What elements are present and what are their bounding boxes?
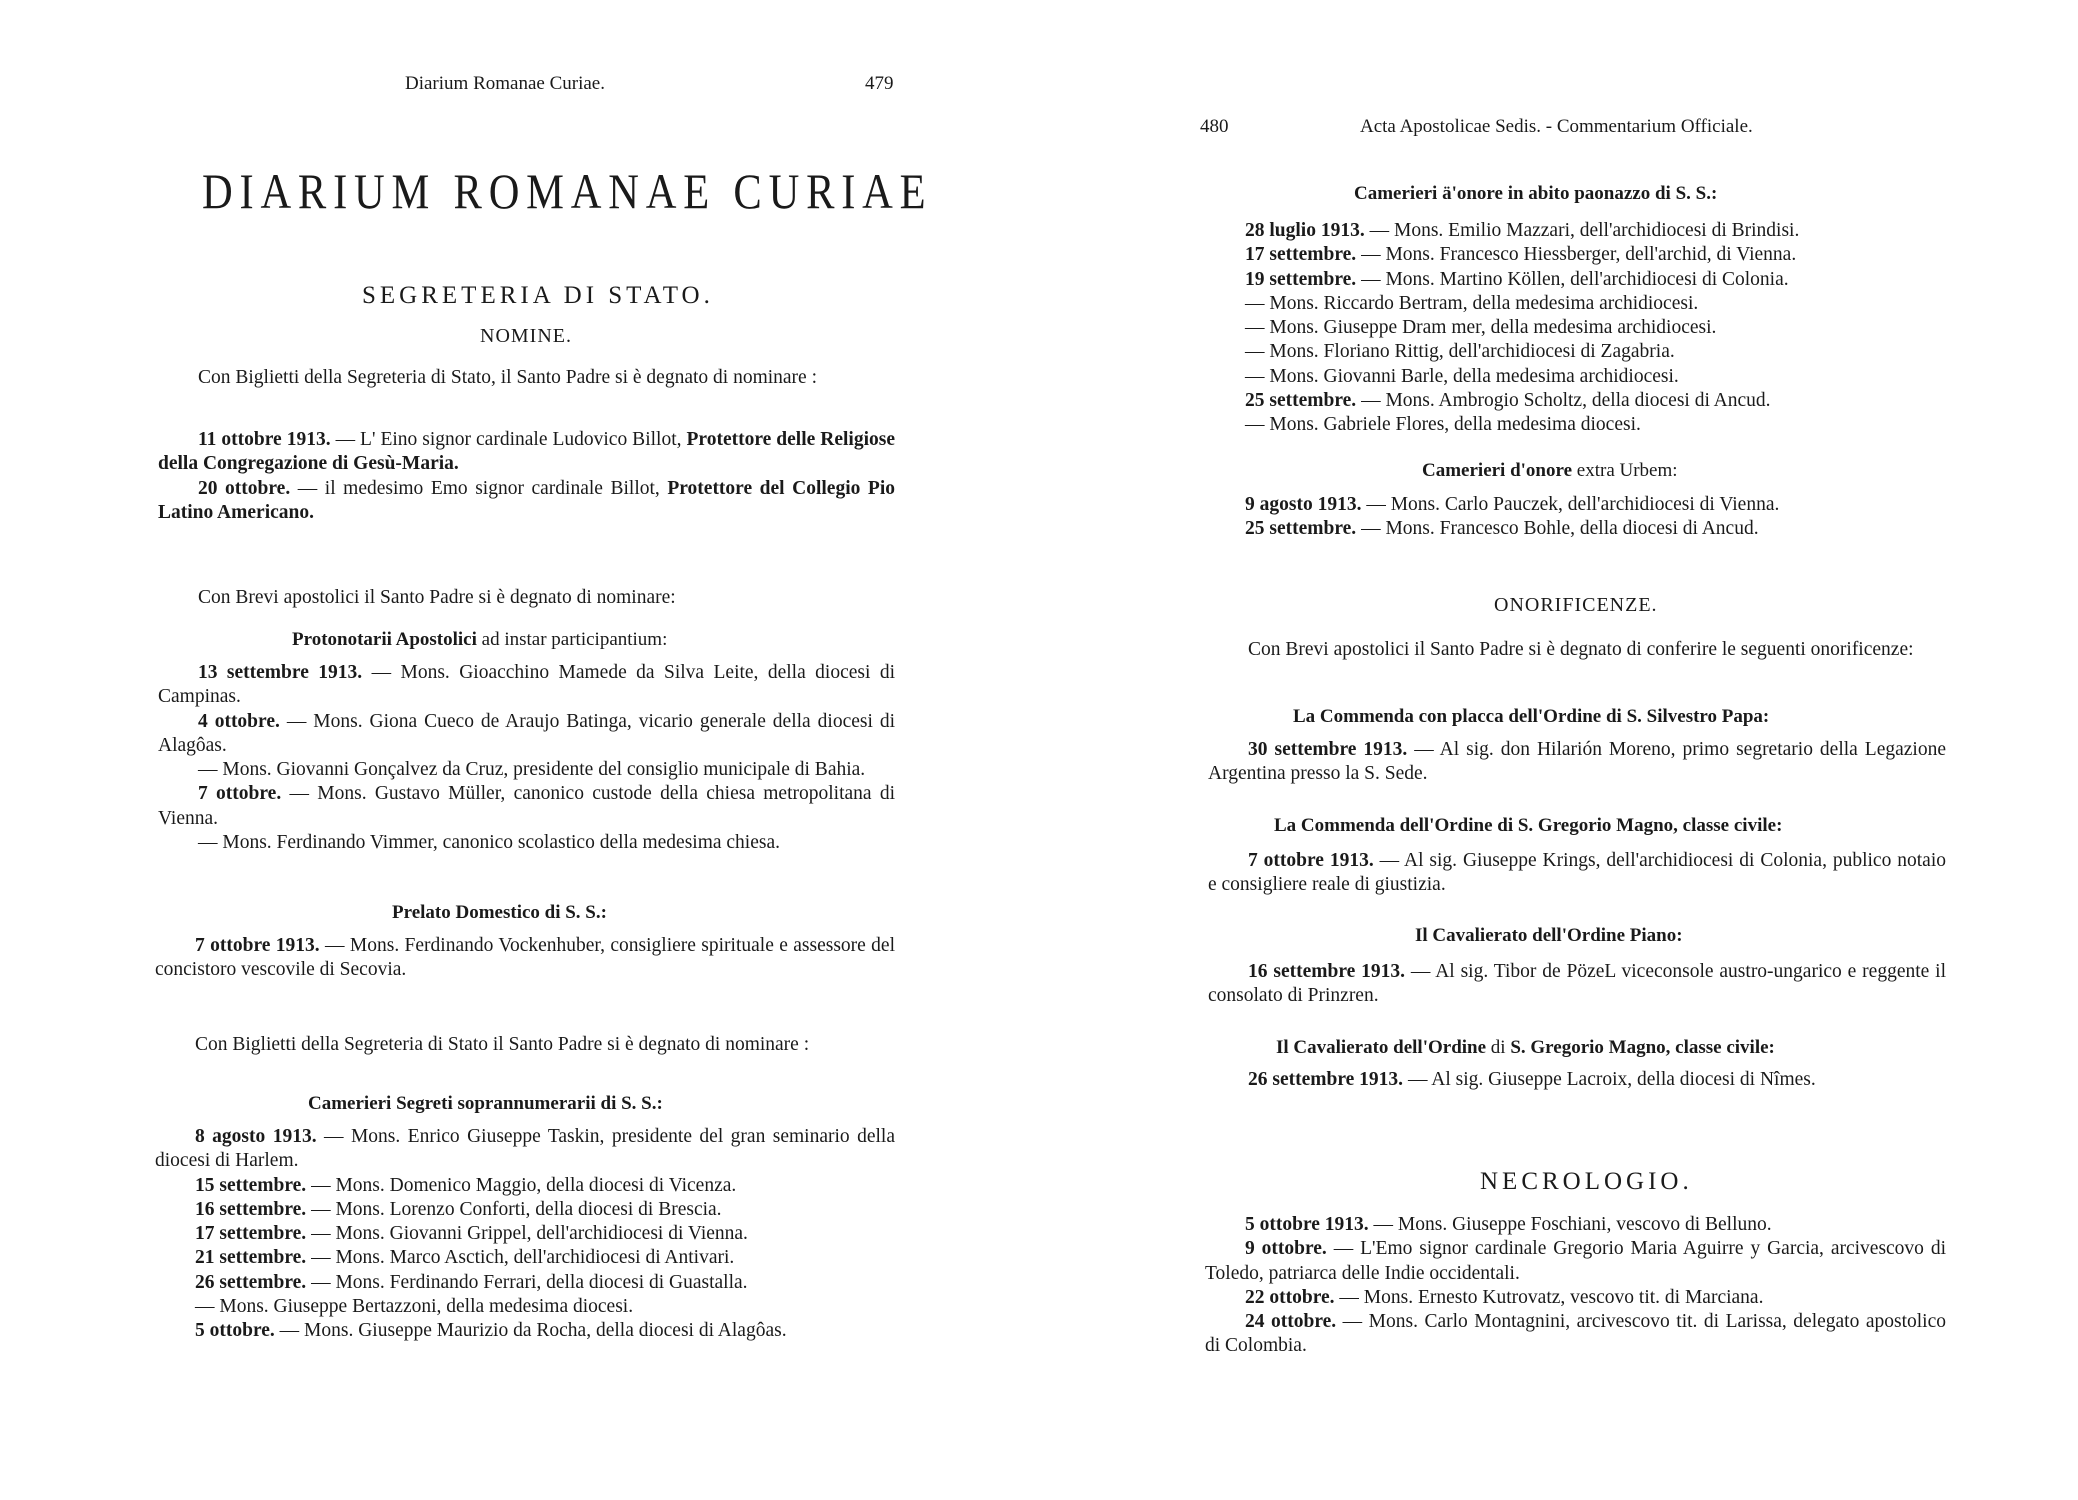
camerieri-segreti-list (155, 1125, 895, 1344)
camerieri-onore-list (1205, 219, 1946, 438)
list-item: 21 settembre. — Mons. Marco Asctich, dell'archidiocesi di Antivari. (195, 1247, 735, 1269)
list-item: 24 ottobre. — Mons. Carlo Montagnini, arcivescovo tit. di Larissa, delegato apostolico di Colombia. (1205, 1311, 1946, 1357)
protonotarii-list (158, 661, 895, 855)
page-number: 480 (1200, 116, 1229, 137)
honor-heading: La Commenda con placca dell'Ordine di S. Silvestro Papa: (1293, 706, 1770, 727)
section-title: ONORIFICENZE. (1494, 594, 1658, 616)
list-item: 26 settembre. — Mons. Ferdinando Ferrari, della diocesi di Guastalla. (195, 1271, 748, 1293)
intro-paragraph: Con Brevi apostolici il Santo Padre si è degnato di nominare: (198, 587, 676, 608)
main-title: DIARIUM ROMANAE CURIAE (202, 163, 933, 219)
list-item: 19 settembre. — Mons. Martino Köllen, dell'archidiocesi di Colonia. (1245, 268, 1789, 290)
category-heading: Camerieri Segreti soprannumerarii di S. S.: (308, 1093, 663, 1114)
honor-entry: 26 settembre 1913. — Al sig. Giuseppe Lacroix, della diocesi di Nîmes. (1248, 1069, 1816, 1090)
list-item: — Mons. Floriano Rittig, dell'archidiocesi di Zagabria. (1245, 341, 1675, 363)
honor-heading: Il Cavalierato dell'Ordine Piano: (1415, 925, 1683, 946)
intro-paragraph: Con Biglietti della Segreteria di Stato, il Santo Padre si è degnato di nominare : (198, 367, 818, 388)
camerieri-extra-list (1205, 493, 1946, 542)
honor-entry: 7 ottobre 1913. — Al sig. Giuseppe Krings, dell'archidiocesi di Colonia, publico notaio e consigliere reale di giustizia. (1208, 850, 1946, 896)
honor-heading: Il Cavalierato dell'Ordine di S. Gregorio Magno, classe civile: (1276, 1037, 1775, 1058)
list-item: 28 luglio 1913. — Mons. Emilio Mazzari, dell'archidiocesi di Brindisi. (1245, 220, 1800, 241)
list-item: — Mons. Giovanni Barle, della medesima archidiocesi. (1245, 365, 1679, 387)
prelato-list (155, 934, 895, 983)
list-item: — Mons. Ferdinando Vimmer, canonico scolastico della medesima chiesa. (198, 832, 781, 854)
category-heading: Camerieri d'onore extra Urbem: (1422, 460, 1678, 481)
running-title: Acta Apostolicae Sedis. - Commentarium Officiale. (1360, 116, 1753, 137)
necrologio-list (1205, 1213, 1946, 1359)
category-heading: Camerieri ä'onore in abito paonazzo di S. S.: (1354, 183, 1718, 204)
category-heading: Protonotarii Apostolici ad instar participantium: (292, 629, 668, 650)
section-title: NECROLOGIO. (1480, 1168, 1693, 1195)
page-number: 479 (865, 73, 894, 94)
section-title: SEGRETERIA DI STATO. (362, 282, 714, 309)
list-item: 9 ottobre. — L'Emo signor cardinale Gregorio Maria Aguirre y Garcia, arcivescovo di Toledo, patriarca delle Indie occidentali. (1205, 1238, 1946, 1284)
list-item: 13 settembre 1913. — Mons. Gioacchino Mamede da Silva Leite, della diocesi di Campinas. (158, 662, 895, 708)
list-item: 7 ottobre 1913. — Mons. Ferdinando Vockenhuber, consigliere spirituale e assessore del concistoro vescovile di Secovia. (155, 935, 895, 981)
intro-paragraph: Con Biglietti della Segreteria di Stato il Santo Padre si è degnato di nominare : (195, 1034, 810, 1055)
list-item: — Mons. Riccardo Bertram, della medesima archidiocesi. (1245, 292, 1699, 314)
list-item: 11 ottobre 1913. — L' Eino signor cardinale Ludovico Billot, Protettore delle Religiose della Congregazione di Gesù-Maria. (158, 429, 895, 475)
list-item: 22 ottobre. — Mons. Ernesto Kutrovatz, vescovo tit. di Marciana. (1245, 1286, 1764, 1308)
category-heading: Prelato Domestico di S. S.: (392, 902, 607, 923)
list-item: 20 ottobre. — il medesimo Emo signor cardinale Billot, Protettore del Collegio Pio Latino Americano. (158, 477, 895, 523)
list-item: 16 settembre. — Mons. Lorenzo Conforti, della diocesi di Brescia. (195, 1198, 722, 1220)
list-item: 15 settembre. — Mons. Domenico Maggio, della diocesi di Vicenza. (195, 1174, 737, 1196)
list-item: — Mons. Giovanni Gonçalvez da Cruz, presidente del consiglio municipale di Bahia. (198, 759, 866, 781)
running-title: Diarium Romanae Curiae. (405, 73, 605, 94)
intro-paragraph: Con Brevi apostolici il Santo Padre si è degnato di conferire le seguenti onorificenze: (1248, 639, 1914, 660)
list-item: 4 ottobre. — Mons. Giona Cueco de Araujo Batinga, vicario generale della diocesi di Alagôas. (158, 710, 896, 756)
list-item: 17 settembre. — Mons. Francesco Hiessberger, dell'archid, di Vienna. (1245, 244, 1797, 266)
list-item: 5 ottobre 1913. — Mons. Giuseppe Foschiani, vescovo di Belluno. (1245, 1214, 1772, 1235)
list-item: 7 ottobre. — Mons. Gustavo Müller, canonico custode della chiesa metropolitana di Vienna. (158, 783, 895, 829)
list-item: 9 agosto 1913. — Mons. Carlo Pauczek, dell'archidiocesi di Vienna. (1245, 494, 1780, 515)
honor-heading: La Commenda dell'Ordine di S. Gregorio Magno, classe civile: (1274, 815, 1783, 836)
honor-entry: 30 settembre 1913. — Al sig. don Hilarión Moreno, primo segretario della Legazione Argentina presso la S. Sede. (1208, 739, 1946, 785)
nomine-list (158, 428, 895, 525)
list-item: 25 settembre. — Mons. Francesco Bohle, della diocesi di Ancud. (1245, 518, 1759, 540)
list-item: 8 agosto 1913. — Mons. Enrico Giuseppe Taskin, presidente del gran seminario della diocesi di Harlem. (155, 1126, 895, 1172)
list-item: — Mons. Gabriele Flores, della medesima diocesi. (1245, 414, 1641, 436)
list-item: 17 settembre. — Mons. Giovanni Grippel, dell'archidiocesi di Vienna. (195, 1223, 748, 1245)
list-item: 25 settembre. — Mons. Ambrogio Scholtz, della diocesi di Ancud. (1245, 390, 1771, 412)
honor-entry: 16 settembre 1913. — Al sig. Tibor de PözeL viceconsole austro-ungarico e reggente il consolato di Prinzren. (1208, 961, 1947, 1007)
list-item: — Mons. Giuseppe Bertazzoni, della medesima diocesi. (195, 1296, 634, 1318)
list-item: — Mons. Giuseppe Dram mer, della medesima archidiocesi. (1245, 317, 1717, 339)
subsection-title: NOMINE. (480, 325, 572, 347)
list-item: 5 ottobre. — Mons. Giuseppe Maurizio da Rocha, della diocesi di Alagôas. (195, 1320, 787, 1342)
